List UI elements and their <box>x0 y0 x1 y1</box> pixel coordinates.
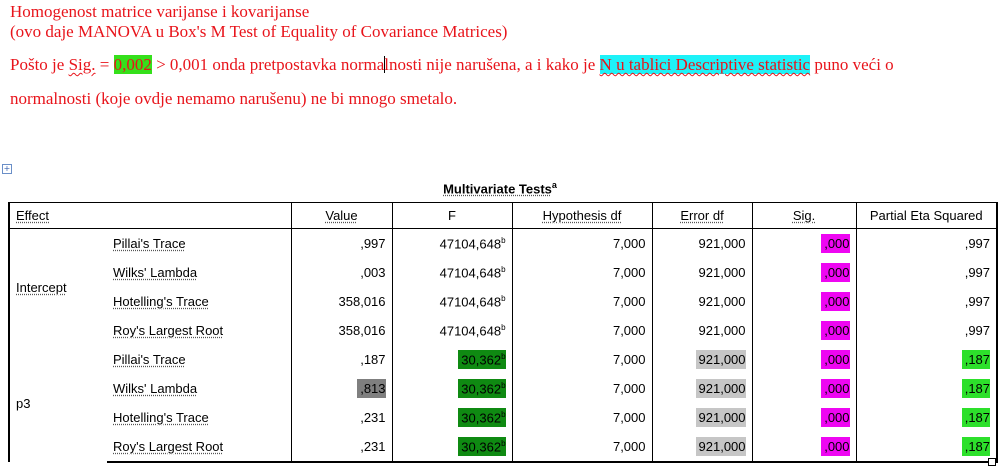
test-name-cell: Hotelling's Trace <box>113 410 209 425</box>
table-row <box>9 345 997 374</box>
para-text-f: normalnosti (koje ovdje nemamo narušenu) ne bi mnogo smetalo. <box>10 89 458 108</box>
eta-cell: ,187 <box>856 403 997 432</box>
effect-cell: Intercept <box>9 229 107 346</box>
error-df-cell: 921,000 <box>652 258 752 287</box>
header-error-df: Error df <box>652 203 752 229</box>
error-df-cell: 921,000 <box>652 316 752 345</box>
table-title-sup: a <box>551 180 557 190</box>
table-row <box>9 229 997 259</box>
table-title <box>0 180 1000 196</box>
multivariate-tests-table[interactable] <box>8 202 998 463</box>
para-text-e: puno veći o <box>810 55 894 74</box>
value-cell: ,187 <box>291 345 392 374</box>
header-f: F <box>392 203 512 229</box>
eta-cell: ,997 <box>856 229 997 259</box>
test-name-cell: Roy's Largest Root <box>113 323 224 338</box>
table-header-row <box>9 203 997 229</box>
f-cell: 47104,648$^b$ <box>392 316 512 345</box>
sig-word: Sig. <box>68 55 96 74</box>
value-cell: ,997 <box>291 229 392 259</box>
f-cell: 47104,648$^b$ <box>392 287 512 316</box>
highlighted-sig-value: 0,002 <box>113 55 152 74</box>
para-text-a: Pošto je <box>10 55 69 74</box>
f-cell: 30,362$^b$ <box>392 374 512 403</box>
error-df-cell: 921,000 <box>652 374 752 403</box>
eta-cell: ,187 <box>856 432 997 462</box>
eta-cell: ,187 <box>856 374 997 403</box>
table-row <box>9 432 997 462</box>
sig-cell: ,000 <box>752 229 856 259</box>
header-sig: Sig. <box>752 203 856 229</box>
test-name-cell: Wilks' Lambda <box>113 381 198 396</box>
sig-cell: ,000 <box>752 403 856 432</box>
error-df-cell: 921,000 <box>652 403 752 432</box>
eta-cell: ,997 <box>856 258 997 287</box>
sig-cell: ,000 <box>752 258 856 287</box>
f-cell: 30,362$^b$ <box>392 432 512 462</box>
test-name-cell: Roy's Largest Root <box>107 432 291 462</box>
sig-cell: ,000 <box>752 287 856 316</box>
f-cell: 30,362$^b$ <box>392 345 512 374</box>
f-cell: 47104,648$^b$ <box>392 229 512 259</box>
para-text-b: = <box>95 55 114 74</box>
sig-cell: ,000 <box>752 316 856 345</box>
value-cell: ,231 <box>291 403 392 432</box>
hyp-df-cell: 7,000 <box>512 258 652 287</box>
table-row <box>9 374 997 403</box>
table-row <box>9 316 997 345</box>
table-row <box>9 258 997 287</box>
hyp-df-cell: 7,000 <box>512 374 652 403</box>
table-move-handle-icon[interactable]: + <box>3 164 11 173</box>
eta-cell: ,997 <box>856 316 997 345</box>
sig-cell: ,000 <box>752 345 856 374</box>
value-cell: ,231 <box>291 432 392 462</box>
highlighted-n-text: N u tablici Descriptive statistic <box>599 55 811 74</box>
test-name-cell: Pillai's Trace <box>113 352 186 367</box>
error-df-cell: 921,000 <box>652 345 752 374</box>
subheading-text: (ovo daje MANOVA u Box's M Test of Equality of Covariance Matrices) <box>10 22 508 41</box>
f-cell: 47104,648$^b$ <box>392 258 512 287</box>
test-name-cell: Wilks' Lambda <box>113 265 198 280</box>
hyp-df-cell: 7,000 <box>512 287 652 316</box>
heading-line-2[interactable] <box>10 22 507 42</box>
error-df-cell: 921,000 <box>652 432 752 462</box>
hyp-df-cell: 7,000 <box>512 316 652 345</box>
test-name-cell: Hotelling's Trace <box>113 294 209 309</box>
header-partial-eta: Partial Eta Squared <box>856 203 997 229</box>
para-text-c: > 0,001 onda pretpostavka norma <box>151 55 385 74</box>
value-cell: 358,016 <box>291 287 392 316</box>
table-resize-handle-icon[interactable] <box>988 458 996 466</box>
value-cell: 358,016 <box>291 316 392 345</box>
header-value: Value <box>291 203 392 229</box>
value-cell: ,003 <box>291 258 392 287</box>
header-effect: Effect <box>9 203 291 229</box>
table-title-text: Multivariate Tests <box>443 181 552 197</box>
effect-cell: p3 <box>9 345 107 462</box>
value-cell: ,813 <box>291 374 392 403</box>
hyp-df-cell: 7,000 <box>512 403 652 432</box>
hyp-df-cell: 7,000 <box>512 345 652 374</box>
hyp-df-cell: 7,000 <box>512 229 652 259</box>
table-row <box>9 403 997 432</box>
eta-cell: ,187 <box>856 345 997 374</box>
f-cell: 30,362$^b$ <box>392 403 512 432</box>
heading-line-1[interactable] <box>10 2 309 22</box>
hyp-df-cell: 7,000 <box>512 432 652 462</box>
sig-cell: ,000 <box>752 432 856 462</box>
para-text-d: lnosti nije narušena, a i kako je <box>384 55 600 74</box>
heading-text: Homogenost matrice varijanse i kovarijanse <box>10 2 310 21</box>
table-row <box>9 287 997 316</box>
test-name-cell: Pillai's Trace <box>113 236 186 251</box>
eta-cell: ,997 <box>856 287 997 316</box>
sig-cell: ,000 <box>752 374 856 403</box>
paragraph-line-2[interactable] <box>10 89 457 109</box>
error-df-cell: 921,000 <box>652 229 752 259</box>
error-df-cell: 921,000 <box>652 287 752 316</box>
paragraph-line-1[interactable] <box>10 55 894 75</box>
header-hypothesis-df: Hypothesis df <box>512 203 652 229</box>
